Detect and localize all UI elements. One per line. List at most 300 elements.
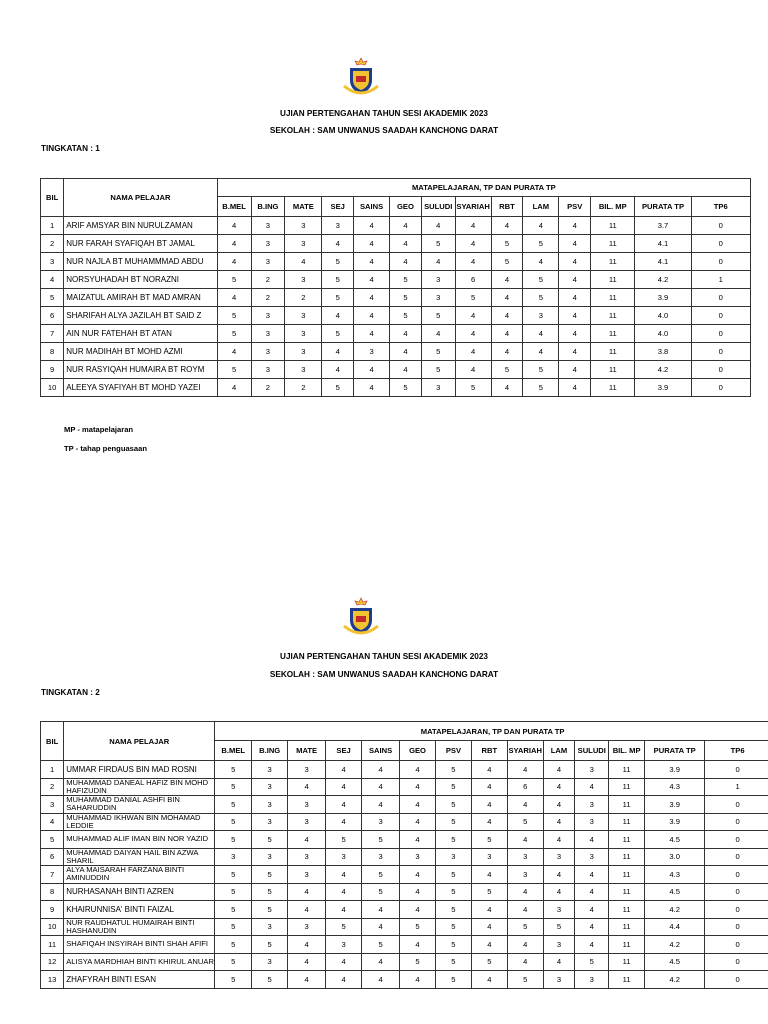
score-cell: 0 (691, 361, 750, 379)
table-row (41, 307, 751, 325)
score-cell: 3 (285, 217, 322, 235)
score-cell: 5 (435, 936, 471, 954)
score-cell: 4 (575, 901, 609, 919)
student-name: AIN NUR FATEHAH BT ATAN (64, 325, 217, 343)
score-cell: 4 (400, 778, 436, 796)
table-row (41, 289, 751, 307)
score-cell: 4 (543, 796, 575, 814)
score-cell: 5 (507, 971, 543, 989)
score-cell: 11 (609, 971, 645, 989)
score-cell: 5 (421, 235, 455, 253)
table-row (41, 361, 751, 379)
score-cell: 4 (523, 325, 559, 343)
score-cell: 5 (435, 796, 471, 814)
score-cell: 1 (691, 271, 750, 289)
row-number: 10 (41, 918, 64, 936)
score-cell: 5 (362, 866, 400, 884)
score-cell: 5 (322, 379, 354, 397)
score-cell: 11 (591, 253, 635, 271)
score-cell: 5 (326, 918, 362, 936)
score-cell: 5 (491, 235, 523, 253)
score-cell: 4 (575, 831, 609, 849)
score-cell: 3 (252, 953, 288, 971)
score-cell: 4 (559, 307, 591, 325)
score-cell: 3 (252, 813, 288, 831)
column-header: PSV (559, 197, 591, 217)
score-cell: 5 (215, 761, 252, 779)
score-cell: 3 (215, 848, 252, 866)
score-cell: 5 (215, 778, 252, 796)
score-cell: 5 (362, 831, 400, 849)
score-cell: 3 (421, 379, 455, 397)
school-name: SEKOLAH : SAM UNWANUS SAADAH KANCHONG DARAT (269, 670, 499, 679)
score-cell: 5 (390, 307, 422, 325)
score-cell: 4 (326, 761, 362, 779)
score-cell: 3 (575, 848, 609, 866)
score-cell: 3 (326, 848, 362, 866)
score-cell: 6 (455, 271, 491, 289)
score-cell: 3 (507, 866, 543, 884)
score-cell: 4 (288, 953, 326, 971)
score-cell: 4 (575, 936, 609, 954)
student-name: SHAFIQAH INSYIRAH BINTI SHAH AFIFI (64, 936, 215, 954)
score-cell: 0 (705, 813, 768, 831)
table-row (41, 918, 768, 936)
score-cell: 5 (435, 831, 471, 849)
score-cell: 5 (491, 253, 523, 271)
score-cell: 11 (609, 866, 645, 884)
score-cell: 3 (251, 253, 285, 271)
score-cell: 0 (705, 971, 768, 989)
score-cell: 3 (421, 271, 455, 289)
score-cell: 3 (251, 217, 285, 235)
column-header: MATE (288, 741, 326, 761)
score-cell: 4 (326, 778, 362, 796)
score-cell: 4 (400, 936, 436, 954)
score-cell: 4 (543, 883, 575, 901)
score-cell: 5 (435, 813, 471, 831)
table-row (41, 813, 768, 831)
row-number: 12 (41, 953, 64, 971)
score-cell: 4 (217, 235, 251, 253)
note-mp: MP - matapelajaran (64, 425, 134, 434)
score-cell: 4 (471, 901, 507, 919)
score-cell: 11 (591, 343, 635, 361)
column-header: TP6 (705, 741, 768, 761)
score-cell: 4 (400, 796, 436, 814)
score-cell: 3 (285, 361, 322, 379)
score-cell: 4 (575, 866, 609, 884)
score-cell: 4 (523, 217, 559, 235)
table-row (41, 343, 751, 361)
column-header: BIL. MP (591, 197, 635, 217)
student-name: ZHAFYRAH BINTI ESAN (64, 971, 215, 989)
score-cell: 11 (609, 796, 645, 814)
score-cell: 4 (575, 778, 609, 796)
score-cell: 5 (322, 289, 354, 307)
score-cell: 5 (252, 971, 288, 989)
score-cell: 4 (543, 953, 575, 971)
score-cell: 4.2 (635, 271, 691, 289)
score-cell: 4 (354, 217, 390, 235)
score-cell: 3 (543, 971, 575, 989)
student-name: MUHAMMAD ALIF IMAN BIN NOR YAZID (64, 831, 215, 849)
score-cell: 3 (285, 343, 322, 361)
bil-header: BIL (41, 179, 64, 217)
score-cell: 11 (591, 217, 635, 235)
score-cell: 3.9 (635, 289, 691, 307)
score-cell: 4 (455, 253, 491, 271)
row-number: 13 (41, 971, 64, 989)
score-cell: 4 (362, 918, 400, 936)
column-header: MATE (285, 197, 322, 217)
row-number: 9 (41, 361, 64, 379)
score-cell: 4 (326, 971, 362, 989)
score-cell: 4 (559, 235, 591, 253)
score-cell: 5 (421, 343, 455, 361)
score-cell: 4 (559, 325, 591, 343)
score-cell: 0 (705, 936, 768, 954)
score-cell: 4 (491, 271, 523, 289)
table-row (41, 831, 768, 849)
column-header: B.ING (251, 197, 285, 217)
score-cell: 4 (455, 343, 491, 361)
score-cell: 4.2 (645, 901, 705, 919)
score-cell: 3 (354, 343, 390, 361)
score-cell: 3 (507, 848, 543, 866)
score-cell: 4 (559, 217, 591, 235)
score-cell: 4 (575, 918, 609, 936)
score-cell: 4 (455, 217, 491, 235)
column-header: SEJ (326, 741, 362, 761)
score-cell: 4.5 (645, 831, 705, 849)
score-cell: 5 (322, 271, 354, 289)
score-cell: 5 (523, 271, 559, 289)
score-cell: 5 (217, 361, 251, 379)
table-row (41, 796, 768, 814)
score-cell: 3 (252, 848, 288, 866)
column-header: SYARIAH (455, 197, 491, 217)
table-row (41, 866, 768, 884)
score-cell: 4 (390, 253, 422, 271)
table-row (41, 217, 751, 235)
column-header: GEO (390, 197, 422, 217)
score-cell: 5 (421, 361, 455, 379)
table-row (41, 253, 751, 271)
score-cell: 11 (609, 918, 645, 936)
score-cell: 4 (400, 883, 436, 901)
score-cell: 4 (471, 778, 507, 796)
score-cell: 0 (691, 289, 750, 307)
table-row (41, 379, 751, 397)
score-cell: 4 (471, 918, 507, 936)
score-cell: 0 (705, 761, 768, 779)
score-cell: 0 (705, 953, 768, 971)
score-cell: 4 (471, 866, 507, 884)
score-cell: 4 (523, 343, 559, 361)
score-cell: 3.9 (645, 796, 705, 814)
score-cell: 5 (523, 379, 559, 397)
score-cell: 4 (217, 253, 251, 271)
score-cell: 4 (507, 901, 543, 919)
score-cell: 0 (705, 831, 768, 849)
score-cell: 3 (543, 936, 575, 954)
score-cell: 5 (326, 831, 362, 849)
score-cell: 5 (543, 918, 575, 936)
score-cell: 5 (435, 971, 471, 989)
score-cell: 11 (609, 953, 645, 971)
exam-title: UJIAN PERTENGAHAN TAHUN SESI AKADEMIK 2023 (280, 109, 488, 118)
score-cell: 3 (288, 918, 326, 936)
score-cell: 4 (471, 813, 507, 831)
score-cell: 4 (362, 971, 400, 989)
score-cell: 4 (559, 361, 591, 379)
name-header: NAMA PELAJAR (64, 722, 215, 761)
score-cell: 11 (609, 848, 645, 866)
score-cell: 4 (390, 361, 422, 379)
table-row (41, 325, 751, 343)
score-cell: 4 (217, 343, 251, 361)
score-cell: 4 (362, 901, 400, 919)
score-cell: 4 (390, 325, 422, 343)
student-name: NUR MADIHAH BT MOHD AZMI (64, 343, 217, 361)
score-cell: 3 (523, 307, 559, 325)
score-cell: 11 (609, 761, 645, 779)
table-row (41, 271, 751, 289)
score-cell: 4 (354, 325, 390, 343)
column-header: SYARIAH (507, 741, 543, 761)
row-number: 7 (41, 325, 64, 343)
score-cell: 3 (575, 813, 609, 831)
score-cell: 5 (507, 918, 543, 936)
score-cell: 3 (288, 796, 326, 814)
score-cell: 4.1 (635, 253, 691, 271)
score-cell: 11 (591, 289, 635, 307)
score-cell: 3 (421, 289, 455, 307)
score-cell: 5 (215, 866, 252, 884)
score-cell: 3 (251, 235, 285, 253)
score-cell: 5 (217, 271, 251, 289)
score-cell: 3.9 (635, 379, 691, 397)
score-cell: 4 (543, 761, 575, 779)
score-cell: 5 (435, 901, 471, 919)
row-number: 8 (41, 343, 64, 361)
score-cell: 4 (575, 883, 609, 901)
score-cell: 4 (322, 235, 354, 253)
score-cell: 3 (288, 866, 326, 884)
score-cell: 4 (507, 883, 543, 901)
score-cell: 3.0 (645, 848, 705, 866)
score-cell: 4 (288, 901, 326, 919)
score-cell: 5 (252, 883, 288, 901)
column-header: B.MEL (215, 741, 252, 761)
score-cell: 5 (435, 778, 471, 796)
score-cell: 3 (252, 761, 288, 779)
student-name: NUR FARAH SYAFIQAH BT JAMAL (64, 235, 217, 253)
score-cell: 5 (215, 796, 252, 814)
column-header: SULUDI (421, 197, 455, 217)
table-row (41, 971, 768, 989)
score-cell: 0 (691, 325, 750, 343)
student-name: ALYA MAISARAH FARZANA BINTI AMINUDDIN (64, 866, 215, 884)
row-number: 3 (41, 796, 64, 814)
score-cell: 0 (705, 866, 768, 884)
column-header: LAM (543, 741, 575, 761)
score-cell: 3 (575, 971, 609, 989)
score-cell: 5 (435, 761, 471, 779)
score-cell: 4 (400, 813, 436, 831)
score-cell: 4.3 (645, 866, 705, 884)
student-name: MUHAMMAD DAIYAN HAIL BIN AZWA SHARIL (64, 848, 215, 866)
score-cell: 5 (252, 901, 288, 919)
score-cell: 4.4 (645, 918, 705, 936)
score-cell: 4 (491, 217, 523, 235)
score-cell: 3 (288, 761, 326, 779)
score-cell: 0 (705, 918, 768, 936)
score-cell: 4 (400, 866, 436, 884)
tingkatan-label: TINGKATAN : 2 (41, 688, 100, 697)
column-header: RBT (491, 197, 523, 217)
score-cell: 5 (400, 918, 436, 936)
row-number: 8 (41, 883, 64, 901)
score-cell: 5 (215, 831, 252, 849)
score-cell: 3 (252, 778, 288, 796)
column-header: PURATA TP (645, 741, 705, 761)
score-cell: 5 (390, 271, 422, 289)
table-row (41, 883, 768, 901)
score-cell: 4.2 (645, 936, 705, 954)
column-header: PURATA TP (635, 197, 691, 217)
exam-title: UJIAN PERTENGAHAN TAHUN SESI AKADEMIK 2023 (280, 652, 488, 661)
row-number: 7 (41, 866, 64, 884)
student-name: KHAIRUNNISA' BINTI FAIZAL (64, 901, 215, 919)
score-cell: 5 (400, 953, 436, 971)
score-cell: 4.2 (635, 361, 691, 379)
score-cell: 4 (326, 901, 362, 919)
score-cell: 5 (362, 883, 400, 901)
score-cell: 5 (217, 307, 251, 325)
score-cell: 0 (691, 217, 750, 235)
score-cell: 5 (322, 325, 354, 343)
score-cell: 4 (559, 343, 591, 361)
score-cell: 4 (322, 361, 354, 379)
score-cell: 4 (326, 813, 362, 831)
row-number: 4 (41, 813, 64, 831)
score-cell: 0 (705, 901, 768, 919)
score-cell: 5 (507, 813, 543, 831)
row-number: 10 (41, 379, 64, 397)
score-cell: 4 (354, 379, 390, 397)
score-cell: 4 (362, 778, 400, 796)
column-header: SAINS (354, 197, 390, 217)
score-cell: 3 (400, 848, 436, 866)
column-header: LAM (523, 197, 559, 217)
score-cell: 0 (691, 235, 750, 253)
student-name: MAIZATUL AMIRAH BT MAD AMRAN (64, 289, 217, 307)
score-cell: 4 (354, 235, 390, 253)
row-number: 6 (41, 307, 64, 325)
score-cell: 11 (609, 831, 645, 849)
student-name: ALISYA MARDHIAH BINTI KHIRUL ANUAR (64, 953, 215, 971)
score-cell: 3 (471, 848, 507, 866)
score-cell: 5 (421, 307, 455, 325)
score-cell: 4 (559, 271, 591, 289)
score-cell: 5 (435, 953, 471, 971)
score-cell: 5 (215, 971, 252, 989)
score-cell: 4 (491, 289, 523, 307)
score-cell: 5 (390, 289, 422, 307)
score-cell: 4 (507, 796, 543, 814)
score-cell: 3 (575, 761, 609, 779)
score-cell: 4 (421, 217, 455, 235)
row-number: 5 (41, 831, 64, 849)
student-name: NUR RAUDHATUL HUMAIRAH BINTI HASHANUDIN (64, 918, 215, 936)
score-cell: 5 (215, 901, 252, 919)
score-cell: 2 (285, 379, 322, 397)
score-cell: 4 (491, 343, 523, 361)
score-cell: 3 (251, 343, 285, 361)
column-header: BIL. MP (609, 741, 645, 761)
score-cell: 4 (354, 253, 390, 271)
score-cell: 4 (400, 901, 436, 919)
student-name: MUHAMMAD DANEAL HAFIZ BIN MOHD HAFIZUDIN (64, 778, 215, 796)
section-tingkatan-2 (0, 512, 768, 1024)
row-number: 1 (41, 761, 64, 779)
score-cell: 4 (471, 936, 507, 954)
score-cell: 5 (491, 361, 523, 379)
student-name: NORSYUHADAH BT NORAZNI (64, 271, 217, 289)
score-cell: 3.7 (635, 217, 691, 235)
column-header: SAINS (362, 741, 400, 761)
score-cell: 0 (705, 848, 768, 866)
score-cell: 4 (322, 307, 354, 325)
score-cell: 4 (455, 325, 491, 343)
score-cell: 11 (591, 235, 635, 253)
score-cell: 3 (288, 848, 326, 866)
score-cell: 4 (400, 971, 436, 989)
score-cell: 3 (285, 271, 322, 289)
score-cell: 4 (543, 866, 575, 884)
score-cell: 0 (691, 307, 750, 325)
score-cell: 3 (575, 796, 609, 814)
score-cell: 3 (285, 235, 322, 253)
row-number: 6 (41, 848, 64, 866)
school-crest-icon (340, 596, 382, 638)
score-cell: 11 (609, 936, 645, 954)
score-cell: 4 (471, 761, 507, 779)
score-cell: 5 (215, 813, 252, 831)
score-cell: 4 (217, 379, 251, 397)
score-cell: 11 (591, 307, 635, 325)
score-cell: 5 (215, 953, 252, 971)
table-row (41, 761, 768, 779)
score-cell: 4 (559, 379, 591, 397)
score-cell: 5 (523, 361, 559, 379)
score-cell: 4 (543, 813, 575, 831)
score-cell: 4 (362, 796, 400, 814)
score-cell: 5 (523, 289, 559, 307)
score-cell: 5 (215, 918, 252, 936)
row-number: 1 (41, 217, 64, 235)
score-cell: 3.9 (645, 813, 705, 831)
score-cell: 4 (362, 761, 400, 779)
score-cell: 11 (609, 901, 645, 919)
score-cell: 5 (471, 953, 507, 971)
score-cell: 4.1 (635, 235, 691, 253)
score-cell: 4 (559, 253, 591, 271)
score-cell: 4 (322, 343, 354, 361)
score-cell: 5 (455, 379, 491, 397)
